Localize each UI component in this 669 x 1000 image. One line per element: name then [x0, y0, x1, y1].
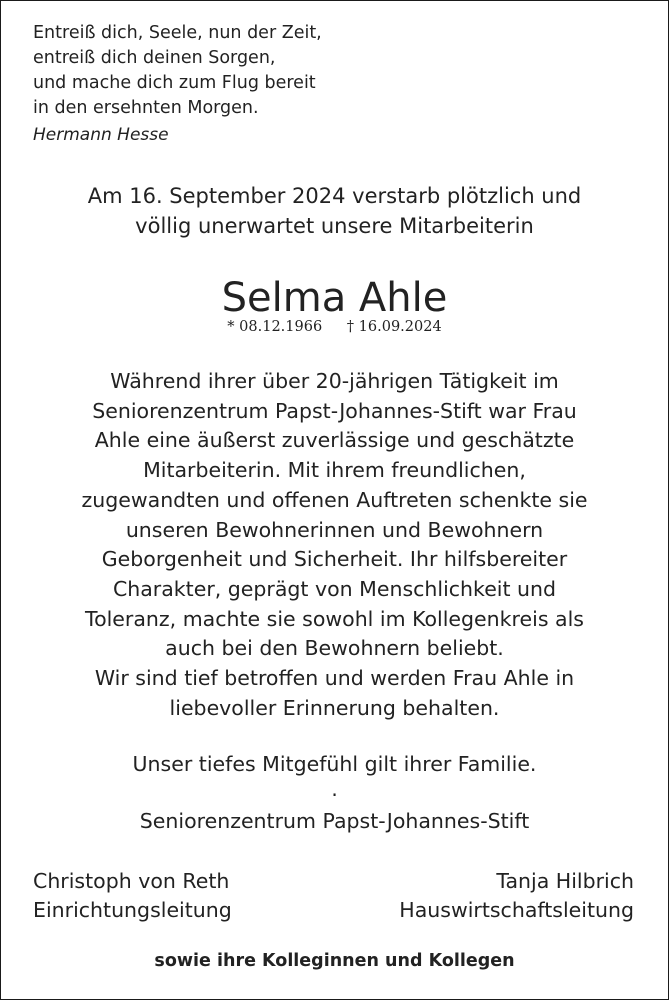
announcement-line: völlig unerwartet unsere Mitarbeiterin	[135, 214, 534, 238]
tribute-line: Wir sind tief betroffen und werden Frau Ahle in	[94, 666, 575, 691]
tribute-line: Charakter, geprägt von Menschlichkeit und	[112, 576, 557, 601]
tribute-line: zugewandten und offenen Auftreten schenkte sie	[81, 487, 588, 512]
life-dates	[1, 319, 668, 335]
deceased-name: Selma Ahle	[221, 275, 448, 321]
colleagues-line: sowie ihre Kolleginnen und Kollegen	[154, 951, 515, 971]
tribute-line: Geborgenheit und Sicherheit. Ihr hilfsbereiter	[101, 547, 568, 572]
tribute-line: Mitarbeiterin. Mit ihrem freundlichen,	[143, 458, 526, 483]
tribute-line: Seniorenzentrum Papst-Johannes-Stift war Frau	[92, 398, 577, 423]
poem	[33, 21, 322, 121]
signatory-right	[399, 867, 634, 925]
tribute-line: liebevoller Erinnerung behalten.	[169, 695, 500, 720]
birth-date: * 08.12.1966	[227, 319, 323, 335]
signatory-left	[33, 867, 232, 925]
signatory-name: Tanja Hilbrich	[496, 869, 634, 893]
organization-name: Seniorenzentrum Papst-Johannes-Stift	[139, 809, 530, 833]
signatory-name: Christoph von Reth	[33, 869, 230, 893]
poem-line: Entreiß dich, Seele, nun der Zeit,	[33, 23, 322, 43]
poem-author: Hermann Hesse	[33, 125, 169, 145]
announcement-line: Am 16. September 2024 verstarb plötzlich und	[87, 184, 582, 208]
poem-line: in den ersehnten Morgen.	[33, 98, 259, 118]
tribute-line: Während ihrer über 20-jährigen Tätigkeit im	[110, 369, 559, 393]
separator-dot: .	[331, 777, 338, 801]
tribute-line: Ahle eine äußerst zuverlässige und geschätzte	[94, 428, 575, 453]
death-announcement	[1, 181, 668, 241]
tribute-line: unseren Bewohnerinnen und Bewohnern	[125, 517, 544, 542]
signatory-role: Hauswirtschaftsleitung	[399, 898, 634, 922]
tribute-line: Toleranz, machte sie sowohl im Kollegenkreis als	[85, 606, 584, 631]
tribute-line: auch bei den Bewohnern beliebt.	[165, 636, 504, 661]
death-date: † 16.09.2024	[346, 319, 442, 335]
poem-line: und mache dich zum Flug bereit	[33, 73, 316, 93]
tribute-text	[1, 367, 668, 723]
poem-line: entreiß dich deinen Sorgen,	[33, 48, 276, 68]
signatory-role: Einrichtungsleitung	[33, 898, 232, 922]
sympathy-line: Unser tiefes Mitgefühl gilt ihrer Familie.	[132, 752, 537, 776]
